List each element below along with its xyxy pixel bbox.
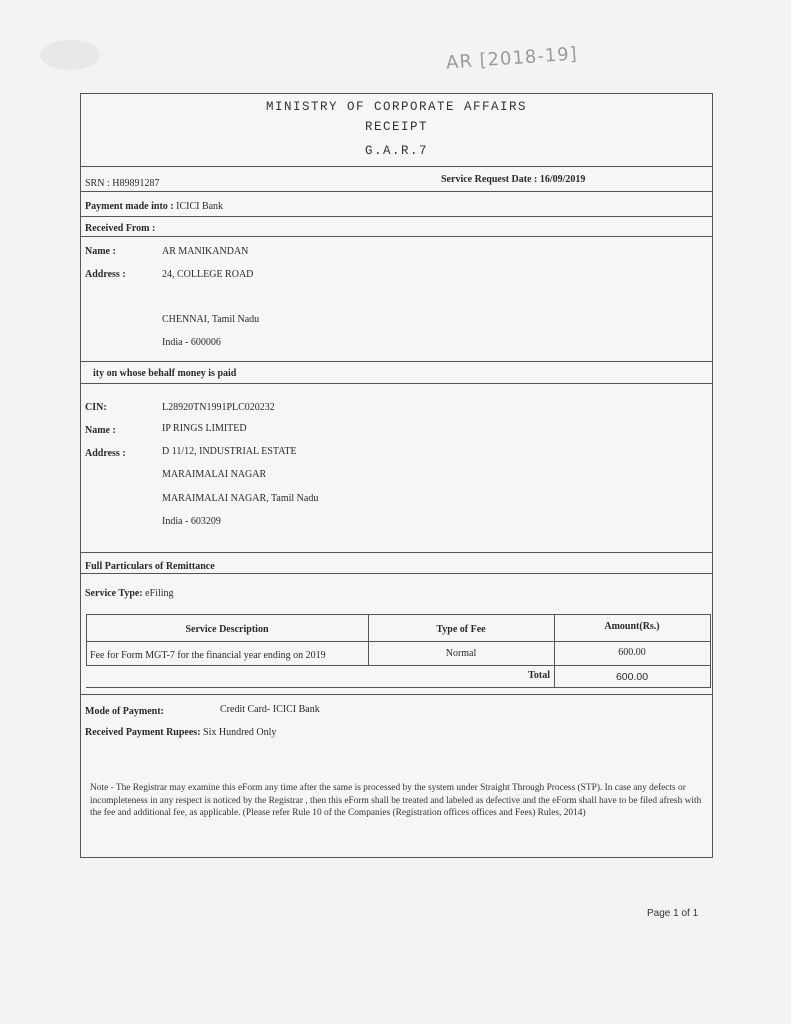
fee-table bbox=[86, 614, 711, 688]
service-request-date: Service Request Date : 16/09/2019 bbox=[441, 174, 586, 185]
received-from-heading: Received From : bbox=[85, 223, 156, 234]
received-payment-value: Six Hundred Only bbox=[203, 727, 277, 738]
total-amount: 600.00 bbox=[615, 671, 649, 683]
fee-amount: 600.00 bbox=[618, 647, 646, 658]
divider bbox=[81, 166, 712, 167]
mode-of-payment: Credit Card- ICICI Bank bbox=[220, 704, 320, 715]
entity-address-line: India - 603209 bbox=[162, 516, 221, 527]
payment-made-into-label: Payment made into : bbox=[85, 201, 174, 212]
service-type-label: Service Type: bbox=[85, 588, 143, 599]
form-title: G.A.R.7 bbox=[364, 144, 428, 158]
payer-address-label: Address : bbox=[85, 269, 126, 280]
entity-heading: ity on whose behalf money is paid bbox=[93, 368, 237, 379]
payer-address-line: 24, COLLEGE ROAD bbox=[162, 269, 254, 280]
column-header: Amount(Rs.) bbox=[604, 621, 660, 632]
registrar-note: Note - The Registrar may examine this eForm any time after the same is processed by the system under Straight Through Process (STP). In case any defects or incompleteness in any respect is noticed by the Registrar , then this eForm shall be treated and labeled as defective and the eForm shall have to be filed afresh with the fee and additional fee, as applicable. (Please refer Rule 10 of the Companies (Registration offices offices and Fees) Rules, 2014) bbox=[90, 783, 702, 818]
entity-address-line: D 11/12, INDUSTRIAL ESTATE bbox=[162, 446, 297, 457]
fee-type: Normal bbox=[445, 648, 477, 659]
table-border bbox=[86, 641, 711, 642]
receipt-title: RECEIPT bbox=[364, 120, 428, 134]
divider bbox=[81, 573, 712, 574]
fee-description: Fee for Form MGT-7 for the financial year ending on 2019 bbox=[90, 650, 326, 661]
payment-made-into-value: ICICI Bank bbox=[176, 201, 224, 212]
column-header: Type of Fee bbox=[436, 624, 486, 635]
payer-name-label: Name : bbox=[85, 246, 116, 257]
table-border bbox=[86, 614, 87, 665]
received-payment-label: Received Payment Rupees: bbox=[85, 727, 201, 738]
received-payment bbox=[85, 727, 276, 738]
cin-label: CIN: bbox=[85, 402, 107, 413]
remittance-heading: Full Particulars of Remittance bbox=[85, 561, 215, 572]
entity-name-label: Name : bbox=[85, 425, 116, 436]
srn: SRN : H89891287 bbox=[85, 178, 160, 189]
divider bbox=[81, 694, 712, 695]
table-border bbox=[710, 614, 711, 688]
entity-address-label: Address : bbox=[85, 448, 126, 459]
payer-address-line: CHENNAI, Tamil Nadu bbox=[162, 314, 260, 325]
total-label: Total bbox=[528, 670, 550, 681]
divider bbox=[81, 191, 712, 192]
divider bbox=[81, 383, 712, 384]
page-number: Page 1 of 1 bbox=[647, 908, 699, 919]
entity-address-line: MARAIMALAI NAGAR, Tamil Nadu bbox=[162, 493, 319, 504]
payment-made-into bbox=[85, 201, 223, 212]
divider bbox=[81, 552, 712, 553]
divider bbox=[81, 236, 712, 237]
payer-address-line: India - 600006 bbox=[162, 337, 221, 348]
divider bbox=[81, 361, 712, 362]
divider bbox=[81, 216, 712, 217]
service-type bbox=[85, 588, 174, 599]
entity-address-line: MARAIMALAI NAGAR bbox=[162, 469, 267, 480]
handwritten-note: AR [2018-19] bbox=[445, 43, 579, 74]
service-type-value: eFiling bbox=[145, 588, 174, 599]
mode-of-payment-label: Mode of Payment: bbox=[85, 706, 164, 717]
payer-name: AR MANIKANDAN bbox=[162, 246, 249, 257]
receipt-box bbox=[80, 93, 713, 858]
table-border bbox=[86, 687, 711, 688]
cin-value: L28920TN1991PLC020232 bbox=[162, 402, 275, 413]
column-header: Service Description bbox=[185, 624, 269, 635]
table-border bbox=[86, 665, 711, 666]
entity-name: IP RINGS LIMITED bbox=[162, 423, 247, 434]
ministry-title: MINISTRY OF CORPORATE AFFAIRS bbox=[265, 100, 528, 114]
table-border bbox=[86, 614, 711, 615]
scan-smudge bbox=[40, 40, 100, 70]
